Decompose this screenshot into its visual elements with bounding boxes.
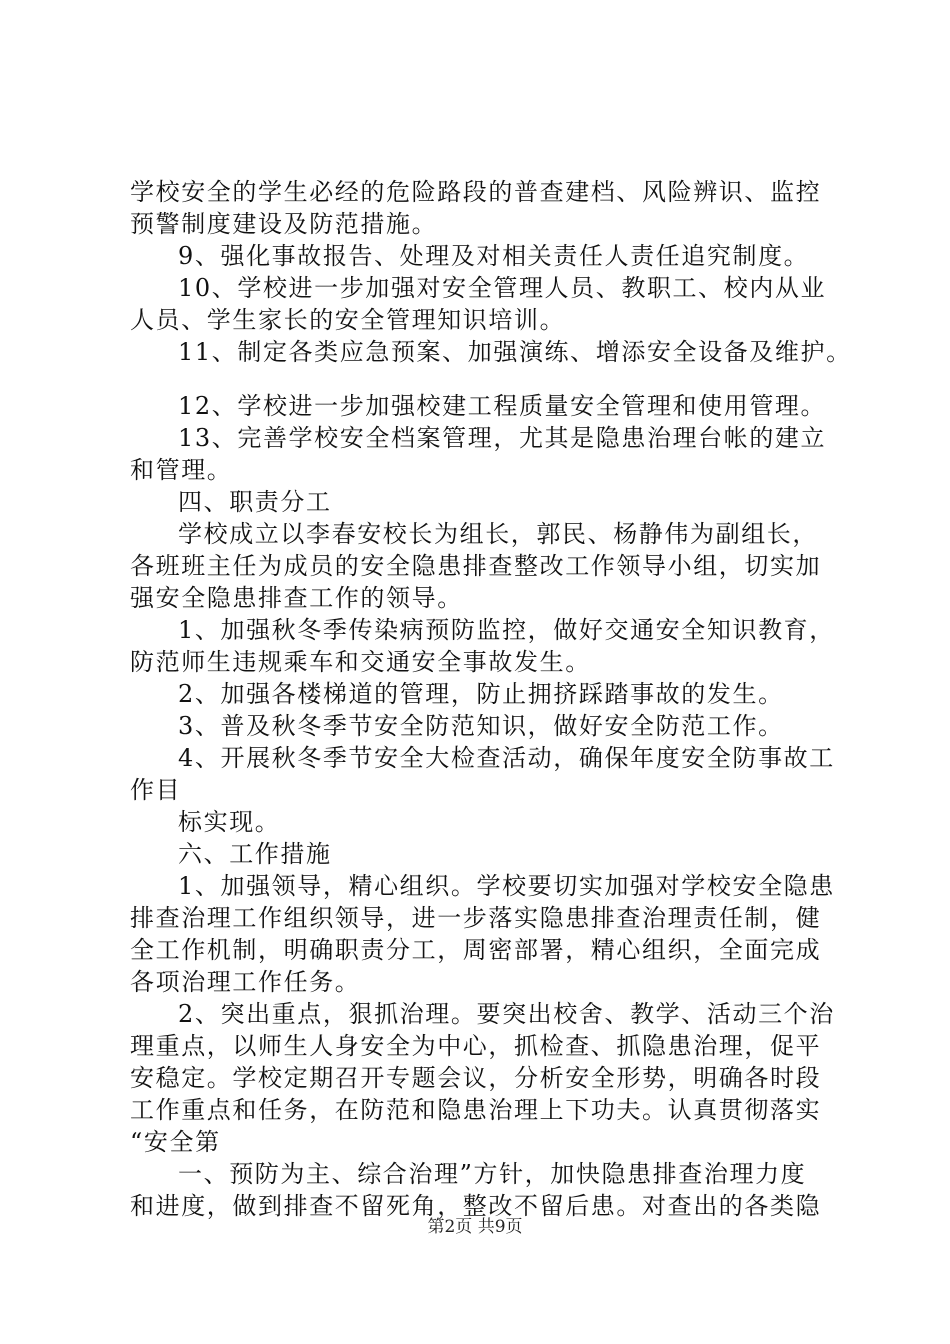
text-line: “安全第 bbox=[130, 1128, 221, 1156]
text-line: 全工作机制，明确职责分工，周密部署，精心组织，全面完成 bbox=[130, 936, 822, 964]
text-line: 10、学校进一步加强对安全管理人员、教职工、校内从业 bbox=[178, 274, 827, 302]
text-line: 13、完善学校安全档案管理，尤其是隐患治理台帐的建立 bbox=[178, 424, 827, 452]
text-line: 4、开展秋冬季节安全大检查活动，确保年度安全防事故工 bbox=[178, 744, 835, 772]
text-line: 2、加强各楼梯道的管理，防止拥挤踩踏事故的发生。 bbox=[178, 680, 784, 708]
text-line: 预警制度建设及防范措施。 bbox=[130, 210, 438, 238]
text-line: 作目 bbox=[130, 776, 182, 804]
text-line: 学校安全的学生必经的危险路段的普查建档、风险辨识、监控 bbox=[130, 178, 822, 206]
text-line: 各班班主任为成员的安全隐患排查整改工作领导小组，切实加 bbox=[130, 552, 822, 580]
text-line: 1、加强领导，精心组织。学校要切实加强对学校安全隐患 bbox=[178, 872, 835, 900]
text-line: 和管理。 bbox=[130, 456, 233, 484]
text-line: 3、普及秋冬季节安全防范知识，做好安全防范工作。 bbox=[178, 712, 784, 740]
section-heading: 六、工作措施 bbox=[178, 840, 332, 868]
text-line: 防范师生违规乘车和交通安全事故发生。 bbox=[130, 648, 591, 676]
text-line: 各项治理工作任务。 bbox=[130, 968, 361, 996]
blank-gap bbox=[130, 368, 840, 390]
page-number-footer: 第2页 共9页 bbox=[427, 1217, 523, 1237]
text-line: 排查治理工作组织领导，进一步落实隐患排查治理责任制，健 bbox=[130, 904, 822, 932]
text-line: 学校成立以李春安校长为组长，郭民、杨静伟为副组长， bbox=[178, 520, 818, 548]
text-line: 11、制定各类应急预案、加强演练、增添安全设备及维护。 bbox=[178, 338, 852, 366]
text-line: 理重点，以师生人身安全为中心，抓检查、抓隐患治理，促平 bbox=[130, 1032, 822, 1060]
text-line: 2、突出重点，狠抓治理。要突出校舍、教学、活动三个治 bbox=[178, 1000, 835, 1028]
text-line: 一、预防为主、综合治理”方针，加快隐患排查治理力度 bbox=[178, 1160, 807, 1188]
text-line: 人员、学生家长的安全管理知识培训。 bbox=[130, 306, 566, 334]
text-line: 1、加强秋冬季传染病预防监控，做好交通安全知识教育， bbox=[178, 616, 835, 644]
section-heading: 四、职责分工 bbox=[178, 488, 332, 516]
text-line: 强安全隐患排查工作的领导。 bbox=[130, 584, 463, 612]
text-line: 安稳定。学校定期召开专题会议，分析安全形势，明确各时段 bbox=[130, 1064, 822, 1092]
text-line: 9、强化事故报告、处理及对相关责任人责任追究制度。 bbox=[178, 242, 810, 270]
text-line: 标实现。 bbox=[178, 808, 281, 836]
document-body bbox=[130, 176, 852, 1222]
text-line: 工作重点和任务，在防范和隐患治理上下功夫。认真贯彻落实 bbox=[130, 1096, 822, 1124]
text-line: 和进度，做到排查不留死角，整改不留后患。对查出的各类隐 bbox=[130, 1192, 822, 1220]
text-line: 12、学校进一步加强校建工程质量安全管理和使用管理。 bbox=[178, 392, 827, 420]
